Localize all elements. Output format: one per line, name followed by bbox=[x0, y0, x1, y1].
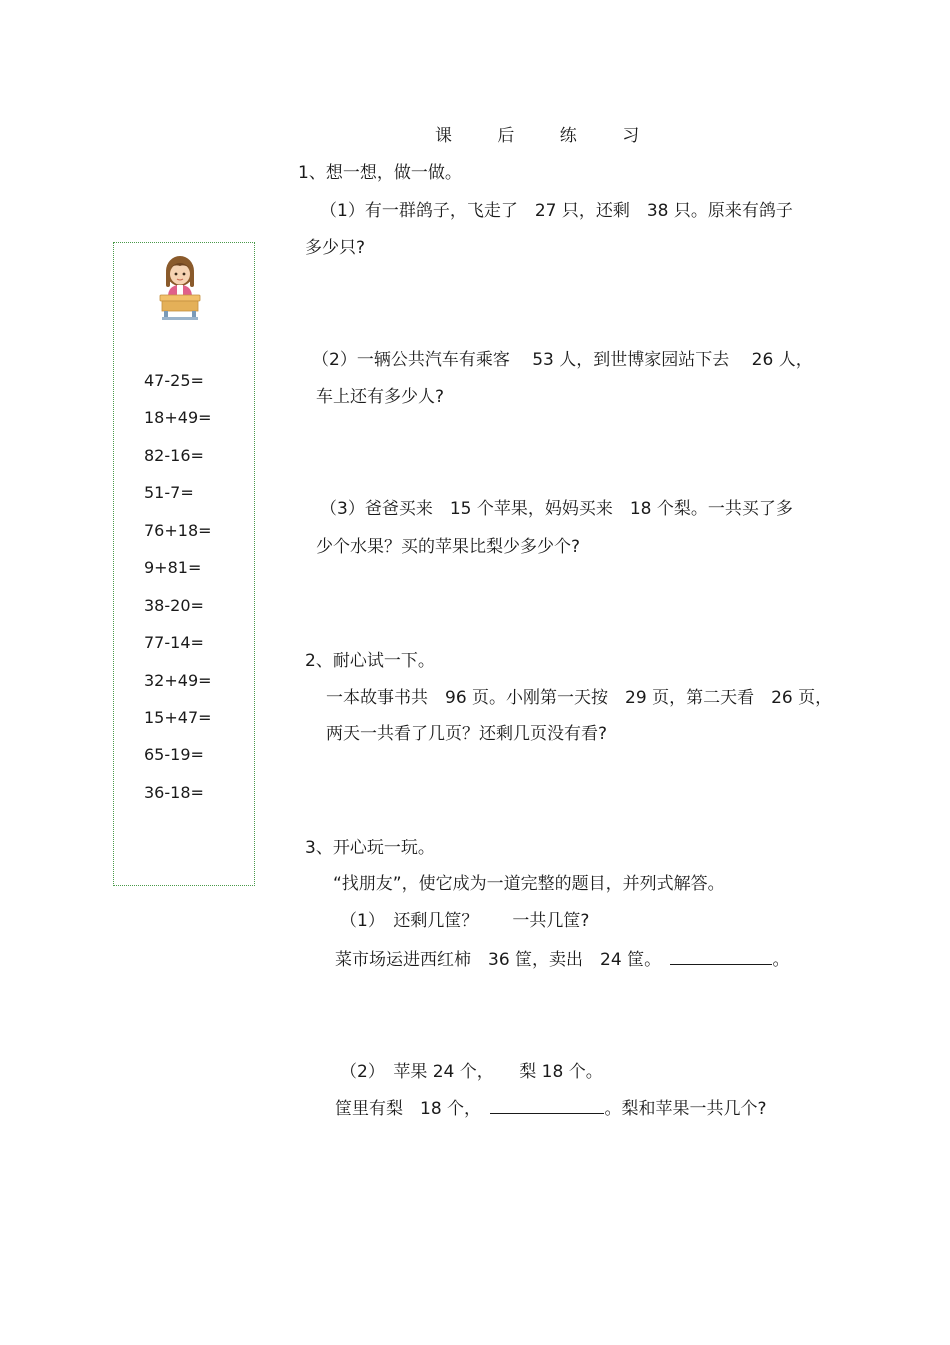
calculation-item: 18+49= bbox=[144, 408, 212, 427]
problem-3-2-statement-b: 。梨和苹果一共几个? bbox=[604, 1099, 767, 1119]
problem-3-2-text bbox=[335, 1097, 766, 1120]
problem-3-2-options: （2） 苹果 24 个， 梨 18 个。 bbox=[340, 1062, 603, 1082]
section3-intro: “找朋友”，使它成为一道完整的题目，并列式解答。 bbox=[333, 874, 725, 894]
calculation-sidebar bbox=[113, 242, 255, 886]
problem-2-line2: 两天一共看了几页？还剩几页没有看? bbox=[326, 724, 608, 744]
problem-3-1-options: （1） 还剩几筐？ 一共几筐? bbox=[340, 911, 590, 931]
answer-blank-1[interactable] bbox=[670, 948, 772, 965]
problem-1-3-line1: （3）爸爸买来 15 个苹果，妈妈买来 18 个梨。一共买了多 bbox=[320, 499, 793, 519]
calculation-item: 9+81= bbox=[144, 558, 202, 577]
problem-1-2-line1: （2）一辆公共汽车有乘客 53 人，到世博家园站下去 26 人， bbox=[312, 350, 813, 370]
problem-1-1-line2: 多少只? bbox=[305, 238, 366, 258]
calculation-item: 76+18= bbox=[144, 521, 212, 540]
section2-heading: 2、耐心试一下。 bbox=[305, 651, 435, 671]
problem-3-1-text bbox=[335, 948, 789, 971]
page-title: 课 后 练 习 bbox=[435, 126, 660, 146]
calculation-item: 38-20= bbox=[144, 596, 204, 615]
problem-3-1-end: 。 bbox=[772, 950, 790, 970]
calculation-item: 15+47= bbox=[144, 708, 212, 727]
calculation-item: 77-14= bbox=[144, 633, 204, 652]
calculation-item: 47-25= bbox=[144, 371, 204, 390]
calculation-item: 36-18= bbox=[144, 783, 204, 802]
problem-1-3-line2: 少个水果？买的苹果比梨少多少个? bbox=[316, 537, 581, 557]
calculation-item: 51-7= bbox=[144, 483, 194, 502]
calculation-item: 32+49= bbox=[144, 671, 212, 690]
problem-1-1-line1: （1）有一群鸽子，飞走了 27 只，还剩 38 只。原来有鸽子 bbox=[320, 201, 793, 221]
section3-heading: 3、开心玩一玩。 bbox=[305, 838, 435, 858]
problem-3-2-statement-a: 筐里有梨 18 个， bbox=[335, 1099, 482, 1119]
problem-3-1-statement: 菜市场运进西红柿 36 筐，卖出 24 筐。 bbox=[335, 950, 662, 970]
section1-heading: 1、想一想，做一做。 bbox=[298, 163, 462, 183]
answer-blank-2[interactable] bbox=[490, 1097, 604, 1114]
calculation-item: 65-19= bbox=[144, 745, 204, 764]
calculation-item: 82-16= bbox=[144, 446, 204, 465]
student-at-desk-icon bbox=[154, 253, 206, 321]
problem-1-2-line2: 车上还有多少人? bbox=[316, 387, 445, 407]
problem-2-line1: 一本故事书共 96 页。小刚第一天按 29 页，第二天看 26 页， bbox=[326, 688, 833, 708]
